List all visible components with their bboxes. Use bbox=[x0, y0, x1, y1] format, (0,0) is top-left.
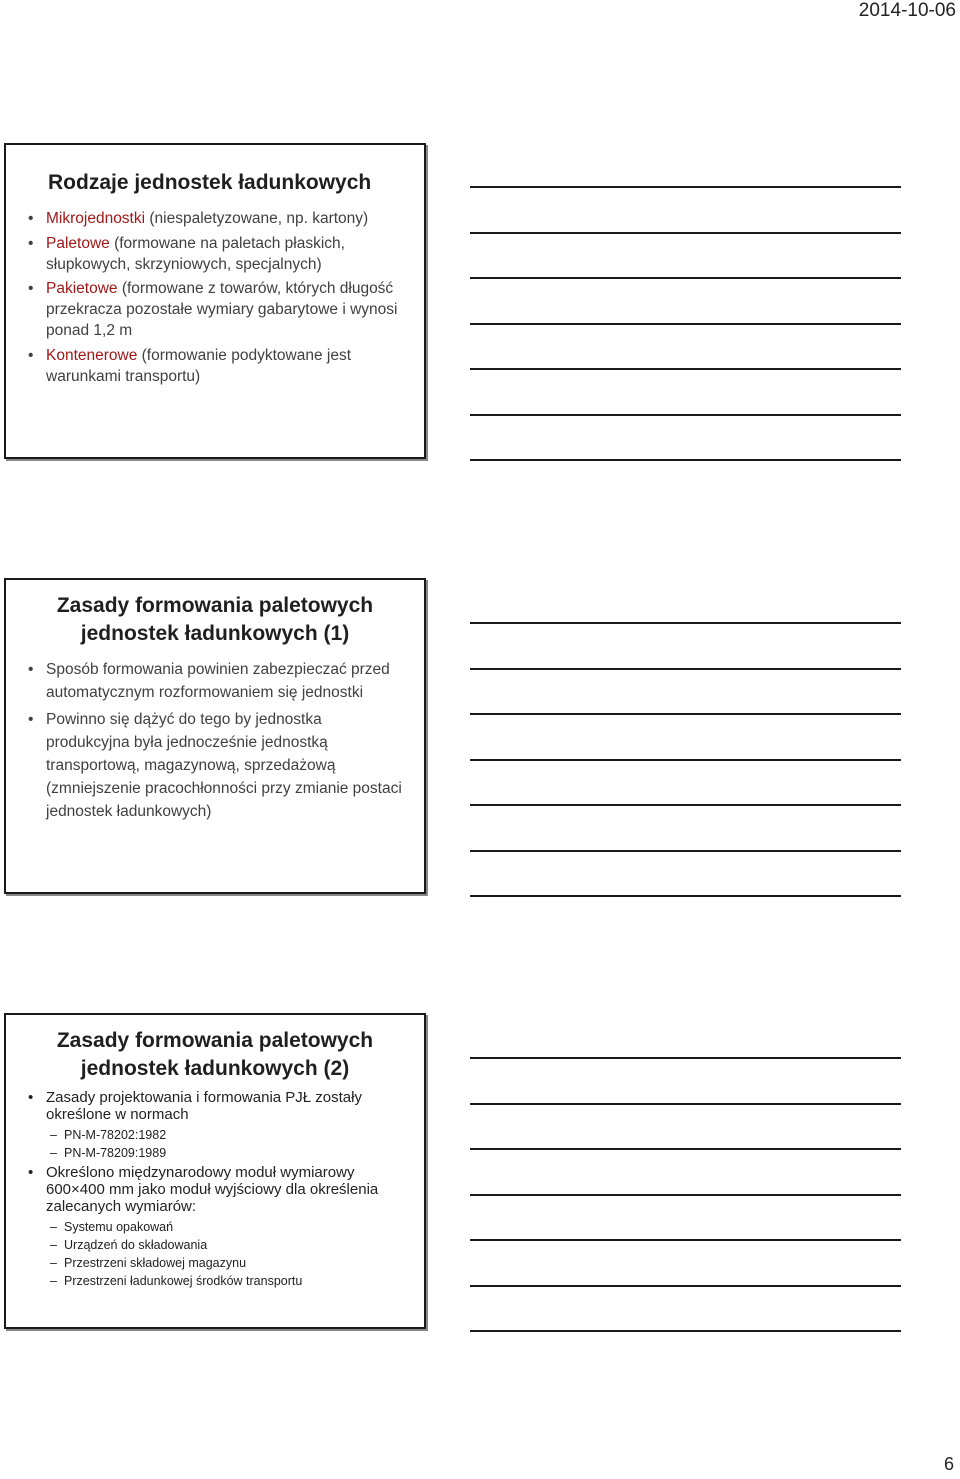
note-line bbox=[470, 277, 901, 279]
note-line bbox=[470, 1330, 901, 1332]
bullet-text: (formowanie podyktowane jest warunkami transportu) bbox=[46, 346, 352, 385]
note-line bbox=[470, 1194, 901, 1196]
sub-item: – Przestrzeni ładunkowej środków transportu bbox=[6, 1272, 406, 1290]
note-line bbox=[470, 895, 901, 897]
page-number: 6 bbox=[943, 1454, 954, 1474]
note-line bbox=[470, 186, 901, 188]
bullet-text: Zasady projektowania i formowania PJŁ zostały określone w normach bbox=[46, 1089, 362, 1123]
bullet-term: Pakietowe bbox=[46, 280, 118, 298]
note-line bbox=[470, 368, 901, 370]
bullet-item bbox=[6, 1089, 424, 1162]
slide-3-zasady-formowania-2 bbox=[4, 1013, 426, 1329]
slide-2-zasady-formowania-1 bbox=[4, 578, 426, 894]
notes-lines-1 bbox=[470, 186, 901, 505]
note-line bbox=[470, 414, 901, 416]
bullet-item bbox=[6, 234, 424, 276]
bullet-item bbox=[6, 346, 424, 388]
note-line bbox=[470, 1285, 901, 1287]
sub-list bbox=[6, 1218, 406, 1290]
note-line bbox=[470, 232, 901, 234]
bullet-item bbox=[6, 1164, 424, 1290]
bullet-item bbox=[6, 279, 424, 341]
note-line bbox=[470, 759, 901, 761]
note-line bbox=[470, 459, 901, 461]
bullet-item: • Sposób formowania powinien zabezpieczać przed automatycznym rozformowaniem się jednostki bbox=[6, 658, 424, 704]
bullet-text: Określono międzynarodowy moduł wymiarowy 600×400 mm jako moduł wyjściowy dla określenia zalecanych wymiarów: bbox=[46, 1164, 379, 1215]
bullet-term: Mikrojednostki bbox=[46, 210, 146, 227]
note-line bbox=[470, 850, 901, 852]
bullet-list bbox=[6, 1089, 424, 1290]
sub-item: – PN-M-78202:1982 bbox=[6, 1126, 406, 1144]
note-line bbox=[470, 1103, 901, 1105]
slide-1-rodzaje-jednostek bbox=[4, 143, 426, 459]
bullet-term: Kontenerowe bbox=[46, 346, 138, 364]
notes-lines-3 bbox=[470, 1057, 901, 1376]
sub-item: – Systemu opakowań bbox=[6, 1218, 406, 1236]
bullet-item: • Powinno się dążyć do tego by jednostka produkcyjna była jednocześnie jednostką transportową, magazynową, sprzedażową (zmniejszenie pracochłonności przy zmianie postaci jednostek ładunkowych) bbox=[6, 708, 424, 823]
bullet-term: Paletowe bbox=[46, 234, 110, 252]
note-line bbox=[470, 713, 901, 715]
slide-title bbox=[6, 580, 424, 648]
slide-title-line-1: Zasady formowania paletowych bbox=[56, 1029, 374, 1052]
sub-item: – PN-M-78209:1989 bbox=[6, 1144, 406, 1162]
bullet-list bbox=[6, 209, 424, 387]
slide-title bbox=[6, 1015, 424, 1083]
note-line bbox=[470, 804, 901, 806]
bullet-item bbox=[6, 209, 424, 230]
bullet-list bbox=[6, 658, 424, 823]
note-line bbox=[470, 1239, 901, 1241]
page-date: 2014-10-06 bbox=[858, 0, 956, 21]
bullet-text: (formowane na paletach płaskich, słupkowych, skrzyniowych, specjalnych) bbox=[46, 234, 345, 273]
sub-item: – Urządzeń do składowania bbox=[6, 1236, 406, 1254]
note-line bbox=[470, 1057, 901, 1059]
sub-list bbox=[6, 1126, 406, 1162]
slide-title-line-1: Zasady formowania paletowych bbox=[56, 594, 374, 617]
slide-title: Rodzaje jednostek ładunkowych bbox=[48, 171, 372, 194]
note-line bbox=[470, 323, 901, 325]
slide-title-line-2: jednostek ładunkowych (2) bbox=[80, 1057, 350, 1080]
bullet-text: (formowane z towarów, których długość przekracza pozostałe wymiary gabarytowe i wynosi ponad 1,2 m bbox=[46, 280, 398, 339]
bullet-text: (niespaletyzowane, np. kartony) bbox=[145, 210, 369, 227]
slide-title-line-2: jednostek ładunkowych (1) bbox=[80, 622, 350, 645]
note-line bbox=[470, 622, 901, 624]
notes-lines-2 bbox=[470, 622, 901, 941]
sub-item: – Przestrzeni składowej magazynu bbox=[6, 1254, 406, 1272]
note-line bbox=[470, 668, 901, 670]
note-line bbox=[470, 1148, 901, 1150]
